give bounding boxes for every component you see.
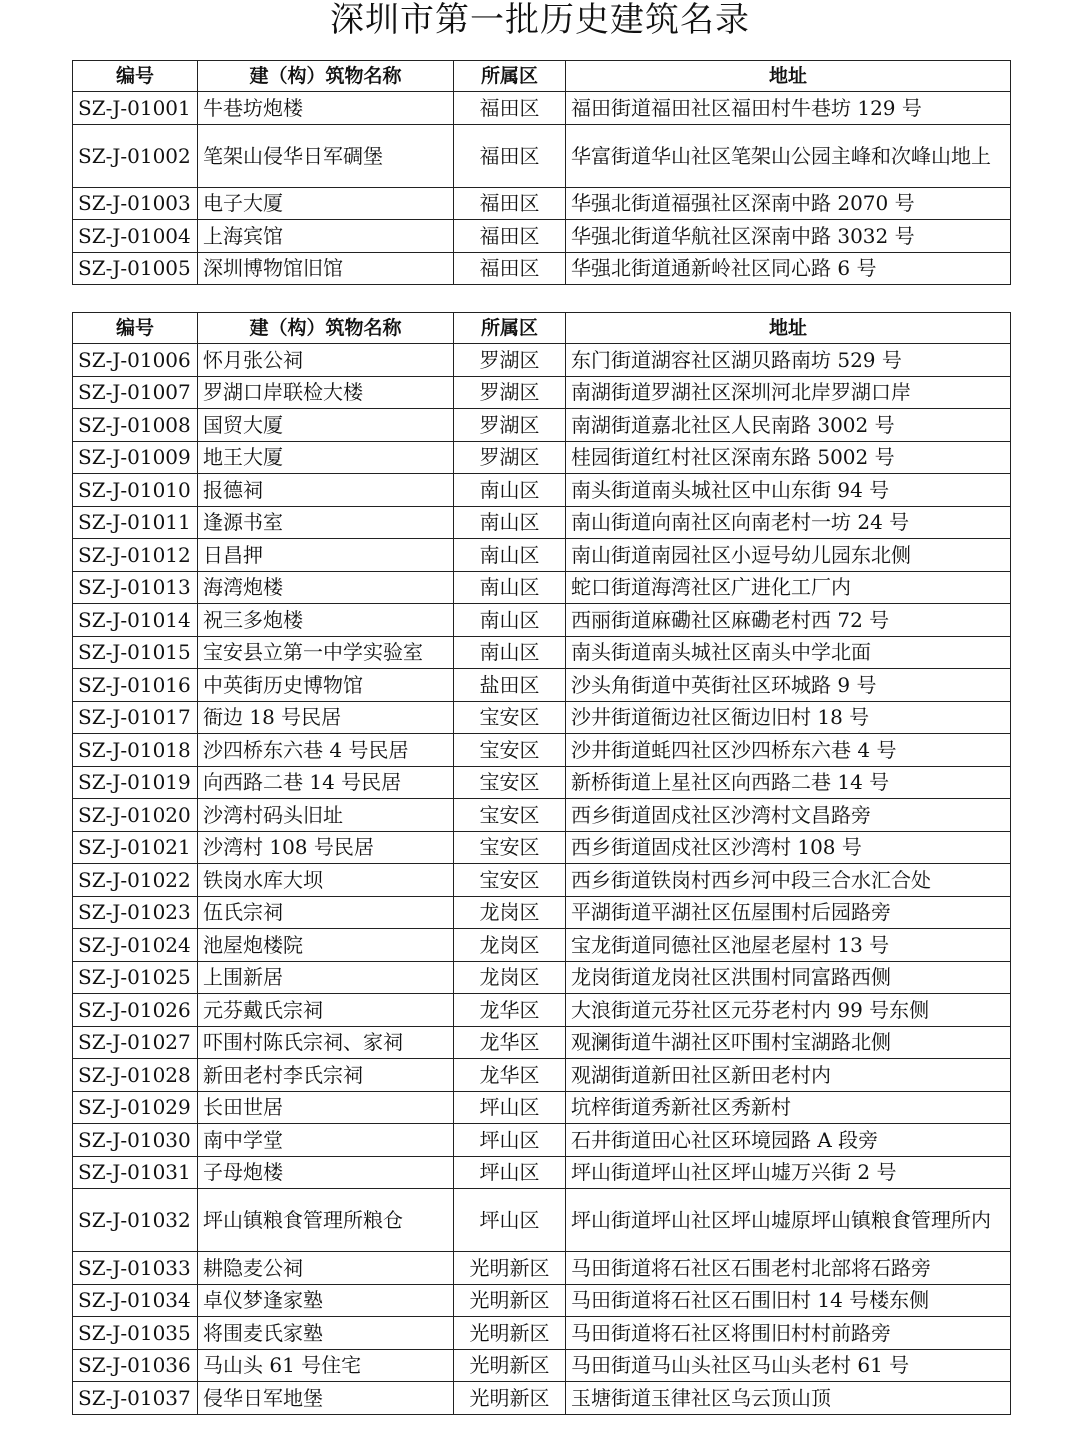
cell-address: 宝龙街道同德社区池屋老屋村 13 号 [566,929,1011,962]
cell-id: SZ-J-01033 [73,1252,198,1285]
table-row [73,766,1011,799]
cell-district: 福田区 [454,252,566,285]
cell-address: 华富街道华山社区笔架山公园主峰和次峰山地上 [566,124,1011,187]
cell-district: 光明新区 [454,1252,566,1285]
table-row [73,124,1011,187]
table-row [73,669,1011,702]
cell-id: SZ-J-01023 [73,896,198,929]
cell-address: 南山街道向南社区向南老村一坊 24 号 [566,506,1011,539]
cell-name: 逢源书室 [198,506,454,539]
cell-district: 南山区 [454,474,566,507]
table-row [73,220,1011,253]
cell-district: 南山区 [454,506,566,539]
cell-address: 龙岗街道龙岗社区洪围村同富路西侧 [566,961,1011,994]
header-id: 编号 [73,313,198,344]
table-row [73,864,1011,897]
cell-address: 马田街道将石社区石围旧村 14 号楼东侧 [566,1284,1011,1317]
cell-district: 坪山区 [454,1091,566,1124]
cell-address: 马田街道马山头社区马山头老村 61 号 [566,1349,1011,1382]
cell-address: 沙头角街道中英街社区环城路 9 号 [566,669,1011,702]
cell-id: SZ-J-01034 [73,1284,198,1317]
cell-address: 沙井街道衙边社区衙边旧村 18 号 [566,701,1011,734]
table-row [73,376,1011,409]
cell-name: 宝安县立第一中学实验室 [198,636,454,669]
cell-name: 深圳博物馆旧馆 [198,252,454,285]
cell-id: SZ-J-01031 [73,1156,198,1189]
cell-id: SZ-J-01002 [73,124,198,187]
cell-name: 地王大厦 [198,441,454,474]
cell-address: 南湖街道嘉北社区人民南路 3002 号 [566,409,1011,442]
cell-address: 西乡街道铁岗村西乡河中段三合水汇合处 [566,864,1011,897]
header-id: 编号 [73,61,198,92]
cell-district: 罗湖区 [454,441,566,474]
table-row [73,1091,1011,1124]
cell-district: 宝安区 [454,734,566,767]
cell-district: 龙华区 [454,1059,566,1092]
cell-district: 宝安区 [454,766,566,799]
cell-name: 子母炮楼 [198,1156,454,1189]
cell-name: 耕隐麦公祠 [198,1252,454,1285]
header-district: 所属区 [454,313,566,344]
cell-district: 福田区 [454,92,566,125]
cell-name: 沙四桥东六巷 4 号民居 [198,734,454,767]
table-row [73,474,1011,507]
cell-id: SZ-J-01004 [73,220,198,253]
cell-name: 向西路二巷 14 号民居 [198,766,454,799]
cell-name: 上海宾馆 [198,220,454,253]
cell-id: SZ-J-01037 [73,1382,198,1415]
table-header-row [73,313,1011,344]
table-row [73,1156,1011,1189]
table-row [73,1189,1011,1252]
cell-address: 坪山街道坪山社区坪山墟原坪山镇粮食管理所内 [566,1189,1011,1252]
cell-district: 光明新区 [454,1349,566,1382]
cell-name: 池屋炮楼院 [198,929,454,962]
header-address: 地址 [566,313,1011,344]
cell-district: 福田区 [454,124,566,187]
table-header-row [73,61,1011,92]
cell-id: SZ-J-01029 [73,1091,198,1124]
cell-name: 报德祠 [198,474,454,507]
table-row [73,1284,1011,1317]
cell-id: SZ-J-01007 [73,376,198,409]
cell-id: SZ-J-01009 [73,441,198,474]
cell-id: SZ-J-01022 [73,864,198,897]
table-row [73,92,1011,125]
cell-name: 中英街历史博物馆 [198,669,454,702]
cell-address: 南头街道南头城社区中山东街 94 号 [566,474,1011,507]
header-address: 地址 [566,61,1011,92]
cell-id: SZ-J-01012 [73,539,198,572]
records-table-futian [72,60,1011,285]
header-name: 建（构）筑物名称 [198,313,454,344]
cell-district: 南山区 [454,604,566,637]
cell-address: 蛇口街道海湾社区广进化工厂内 [566,571,1011,604]
cell-district: 罗湖区 [454,376,566,409]
cell-id: SZ-J-01016 [73,669,198,702]
cell-address: 新桥街道上星社区向西路二巷 14 号 [566,766,1011,799]
cell-id: SZ-J-01006 [73,344,198,377]
cell-address: 马田街道将石社区将围旧村村前路旁 [566,1317,1011,1350]
header-district: 所属区 [454,61,566,92]
cell-id: SZ-J-01028 [73,1059,198,1092]
cell-name: 马山头 61 号住宅 [198,1349,454,1382]
cell-district: 南山区 [454,571,566,604]
table-row [73,734,1011,767]
table-row [73,636,1011,669]
table-row [73,1382,1011,1415]
cell-id: SZ-J-01015 [73,636,198,669]
cell-district: 光明新区 [454,1382,566,1415]
cell-name: 长田世居 [198,1091,454,1124]
table-row [73,441,1011,474]
cell-district: 罗湖区 [454,409,566,442]
cell-district: 龙华区 [454,994,566,1027]
cell-id: SZ-J-01019 [73,766,198,799]
cell-district: 宝安区 [454,799,566,832]
cell-district: 坪山区 [454,1124,566,1157]
table-row [73,604,1011,637]
cell-district: 龙岗区 [454,961,566,994]
cell-name: 元芬戴氏宗祠 [198,994,454,1027]
cell-name: 吓围村陈氏宗祠、家祠 [198,1026,454,1059]
table-row [73,344,1011,377]
cell-id: SZ-J-01001 [73,92,198,125]
records-table-other-districts [72,312,1011,1415]
table-row [73,539,1011,572]
table-row [73,571,1011,604]
cell-district: 坪山区 [454,1156,566,1189]
cell-name: 祝三多炮楼 [198,604,454,637]
cell-id: SZ-J-01032 [73,1189,198,1252]
cell-district: 光明新区 [454,1317,566,1350]
cell-address: 石井街道田心社区环境园路 A 段旁 [566,1124,1011,1157]
cell-district: 宝安区 [454,831,566,864]
cell-address: 观湖街道新田社区新田老村内 [566,1059,1011,1092]
cell-address: 西丽街道麻磡社区麻磡老村西 72 号 [566,604,1011,637]
page-title: 深圳市第一批历史建筑名录 [330,0,750,40]
table-row [73,799,1011,832]
table-row [73,1252,1011,1285]
cell-name: 沙湾村 108 号民居 [198,831,454,864]
cell-name: 衙边 18 号民居 [198,701,454,734]
cell-name: 海湾炮楼 [198,571,454,604]
cell-address: 玉塘街道玉律社区乌云顶山顶 [566,1382,1011,1415]
table-row [73,409,1011,442]
cell-address: 西乡街道固戍社区沙湾村 108 号 [566,831,1011,864]
cell-address: 平湖街道平湖社区伍屋围村后园路旁 [566,896,1011,929]
cell-address: 福田街道福田社区福田村牛巷坊 129 号 [566,92,1011,125]
table-row [73,961,1011,994]
cell-id: SZ-J-01017 [73,701,198,734]
cell-address: 坪山街道坪山社区坪山墟万兴街 2 号 [566,1156,1011,1189]
cell-name: 日昌押 [198,539,454,572]
cell-name: 沙湾村码头旧址 [198,799,454,832]
cell-id: SZ-J-01027 [73,1026,198,1059]
cell-district: 龙岗区 [454,896,566,929]
table-row [73,1059,1011,1092]
cell-id: SZ-J-01021 [73,831,198,864]
cell-address: 华强北街道福强社区深南中路 2070 号 [566,187,1011,220]
cell-id: SZ-J-01020 [73,799,198,832]
cell-name: 新田老村李氏宗祠 [198,1059,454,1092]
cell-id: SZ-J-01011 [73,506,198,539]
cell-name: 铁岗水库大坝 [198,864,454,897]
cell-id: SZ-J-01018 [73,734,198,767]
table-row [73,831,1011,864]
cell-id: SZ-J-01010 [73,474,198,507]
table-row [73,1026,1011,1059]
header-name: 建（构）筑物名称 [198,61,454,92]
cell-district: 福田区 [454,220,566,253]
cell-id: SZ-J-01030 [73,1124,198,1157]
cell-address: 沙井街道蚝四社区沙四桥东六巷 4 号 [566,734,1011,767]
table-row [73,1349,1011,1382]
cell-name: 侵华日军地堡 [198,1382,454,1415]
cell-name: 将围麦氏家塾 [198,1317,454,1350]
cell-id: SZ-J-01005 [73,252,198,285]
cell-id: SZ-J-01036 [73,1349,198,1382]
cell-name: 上围新居 [198,961,454,994]
cell-district: 南山区 [454,636,566,669]
cell-address: 东门街道湖容社区湖贝路南坊 529 号 [566,344,1011,377]
cell-district: 坪山区 [454,1189,566,1252]
cell-address: 观澜街道牛湖社区吓围村宝湖路北侧 [566,1026,1011,1059]
cell-district: 南山区 [454,539,566,572]
cell-district: 宝安区 [454,701,566,734]
cell-district: 罗湖区 [454,344,566,377]
cell-id: SZ-J-01003 [73,187,198,220]
table-row [73,187,1011,220]
cell-name: 电子大厦 [198,187,454,220]
table-row [73,506,1011,539]
cell-address: 南湖街道罗湖社区深圳河北岸罗湖口岸 [566,376,1011,409]
table-row [73,994,1011,1027]
cell-id: SZ-J-01008 [73,409,198,442]
cell-address: 马田街道将石社区石围老村北部将石路旁 [566,1252,1011,1285]
cell-name: 国贸大厦 [198,409,454,442]
cell-address: 西乡街道固戍社区沙湾村文昌路旁 [566,799,1011,832]
cell-id: SZ-J-01026 [73,994,198,1027]
cell-address: 华强北街道华航社区深南中路 3032 号 [566,220,1011,253]
cell-address: 桂园街道红村社区深南东路 5002 号 [566,441,1011,474]
cell-district: 宝安区 [454,864,566,897]
cell-name: 笔架山侵华日军碉堡 [198,124,454,187]
cell-address: 坑梓街道秀新社区秀新村 [566,1091,1011,1124]
cell-address: 大浪街道元芬社区元芬老村内 99 号东侧 [566,994,1011,1027]
cell-name: 卓仪梦逢家塾 [198,1284,454,1317]
cell-id: SZ-J-01013 [73,571,198,604]
table-row [73,1124,1011,1157]
table-row [73,252,1011,285]
cell-id: SZ-J-01024 [73,929,198,962]
cell-name: 坪山镇粮食管理所粮仓 [198,1189,454,1252]
cell-district: 福田区 [454,187,566,220]
cell-district: 龙华区 [454,1026,566,1059]
table-row [73,896,1011,929]
cell-district: 盐田区 [454,669,566,702]
cell-id: SZ-J-01035 [73,1317,198,1350]
cell-name: 罗湖口岸联检大楼 [198,376,454,409]
cell-district: 龙岗区 [454,929,566,962]
table-row [73,701,1011,734]
table-row [73,1317,1011,1350]
cell-address: 华强北街道通新岭社区同心路 6 号 [566,252,1011,285]
cell-address: 南山街道南园社区小逗号幼儿园东北侧 [566,539,1011,572]
cell-address: 南头街道南头城社区南头中学北面 [566,636,1011,669]
cell-name: 南中学堂 [198,1124,454,1157]
cell-id: SZ-J-01025 [73,961,198,994]
cell-name: 怀月张公祠 [198,344,454,377]
cell-id: SZ-J-01014 [73,604,198,637]
cell-district: 光明新区 [454,1284,566,1317]
table-row [73,929,1011,962]
cell-name: 牛巷坊炮楼 [198,92,454,125]
cell-name: 伍氏宗祠 [198,896,454,929]
